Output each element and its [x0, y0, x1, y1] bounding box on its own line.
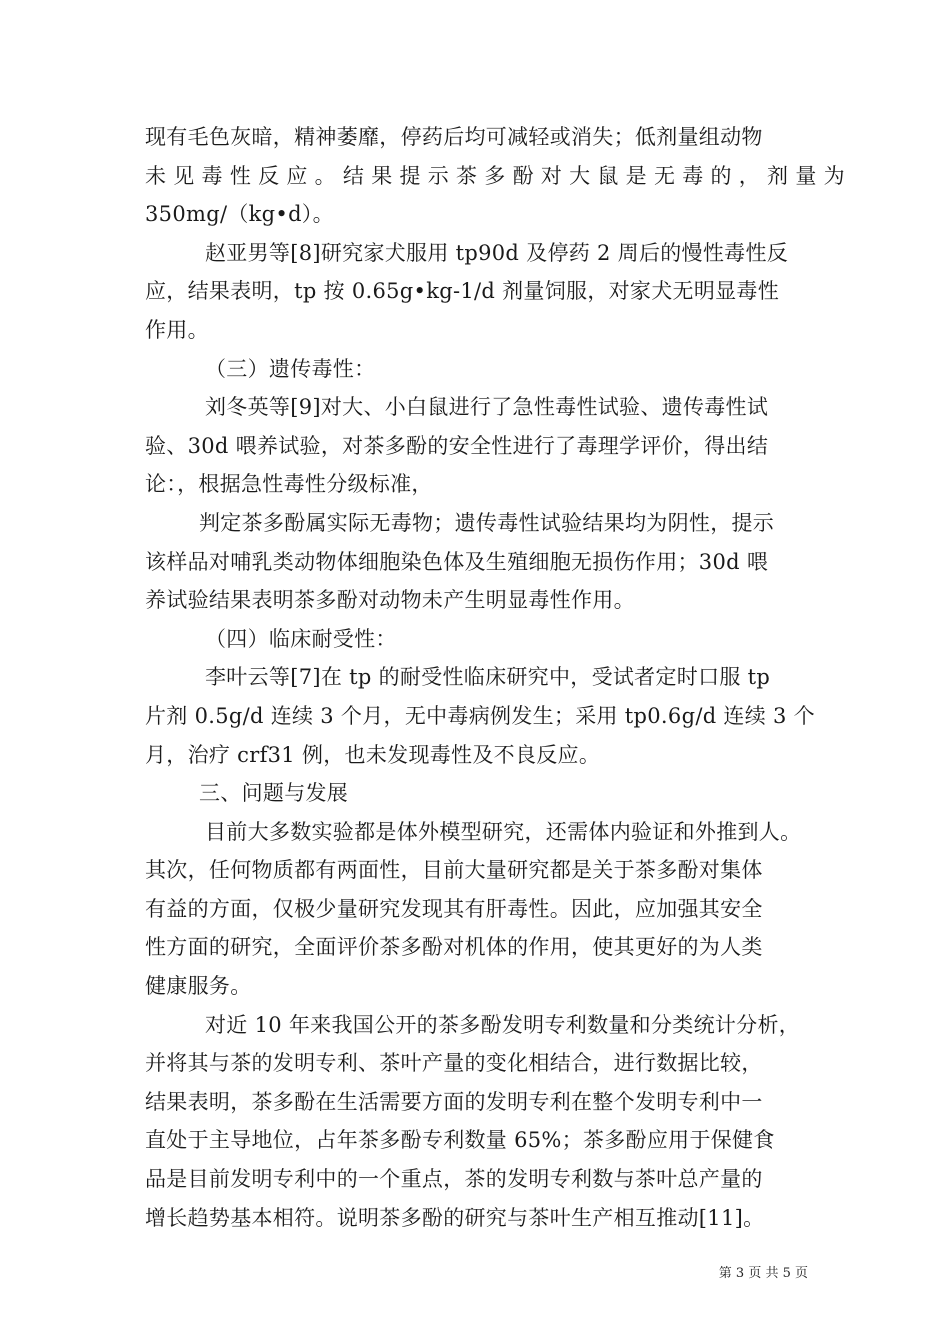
paragraph-start: 判定茶多酚属实际无毒物；遗传毒性试验结果均为阴性，提示: [199, 510, 775, 535]
text-line: 品是目前发明专利中的一个重点，茶的发明专利数与茶叶总产量的: [145, 1167, 763, 1192]
text-line: 养试验结果表明茶多酚对动物未产生明显毒性作用。: [145, 588, 635, 613]
text-line: 性方面的研究，全面评价茶多酚对机体的作用，使其更好的为人类: [145, 935, 763, 960]
text-line: 应，结果表明，tp 按 0.65g•kg-1/d 剂量饲服，对家犬无明显毒性: [145, 279, 780, 304]
text-line: 增长趋势基本相符。说明茶多酚的研究与茶叶生产相互推动[11]。: [145, 1205, 765, 1230]
document-body: [145, 118, 845, 1237]
paragraph-start: 对近 10 年来我国公开的茶多酚发明专利数量和分类统计分析，: [205, 1012, 801, 1037]
text-line: 结果表明，茶多酚在生活需要方面的发明专利在整个发明专利中一: [145, 1089, 763, 1114]
text-line: 直处于主导地位，占年茶多酚专利数量 65%；茶多酚应用于保健食: [145, 1128, 775, 1153]
section-heading: （三）遗传毒性：: [205, 356, 376, 381]
page-number: 第 3 页 共 5 页: [718, 1266, 808, 1281]
paragraph-start: 目前大多数实验都是体外模型研究，还需体内验证和外推到人。: [205, 819, 802, 844]
text-line: 有益的方面，仅极少量研究发现其有肝毒性。因此，应加强其安全: [145, 896, 763, 921]
text-line: 论：，根据急性毒性分级标准，: [145, 472, 433, 497]
text-line: 350mg/（kg•d）。: [145, 202, 334, 227]
text-line: 验、30d 喂养试验，对茶多酚的安全性进行了毒理学评价，得出结: [145, 433, 769, 458]
text-line: 作用。: [145, 317, 209, 342]
text-line: 该样品对哺乳类动物体细胞染色体及生殖细胞无损伤作用；30d 喂: [145, 549, 769, 574]
text-line: 未 见 毒 性 反 应 。 结 果 提 示 茶 多 酚 对 大 鼠 是 无 毒 的 ， 剂 量 为: [145, 163, 845, 188]
text-line: 片剂 0.5g/d 连续 3 个月，无中毒病例发生；采用 tp0.6g/d 连续 3 个: [145, 703, 815, 728]
text-line: 其次，任何物质都有两面性，目前大量研究都是关于茶多酚对集体: [145, 858, 763, 883]
section-heading: 三、问题与发展: [199, 781, 349, 806]
paragraph-start: 赵亚男等[8]研究家犬服用 tp90d 及停药 2 周后的慢性毒性反: [205, 240, 789, 265]
section-heading: （四）临床耐受性：: [205, 626, 397, 651]
text-line: 现有毛色灰暗，精神萎靡，停药后均可减轻或消失；低剂量组动物: [145, 125, 763, 149]
text-line: 月，治疗 crf31 例，也未发现毒性及不良反应。: [145, 742, 601, 767]
text-line: 并将其与茶的发明专利、茶叶产量的变化相结合，进行数据比较，: [145, 1051, 763, 1076]
paragraph-start: 刘冬英等[9]对大、小白鼠进行了急性毒性试验、遗传毒性试: [205, 395, 769, 420]
paragraph-start: 李叶云等[7]在 tp 的耐受性临床研究中，受试者定时口服 tp: [205, 665, 771, 690]
text-line: 健康服务。: [145, 974, 252, 999]
